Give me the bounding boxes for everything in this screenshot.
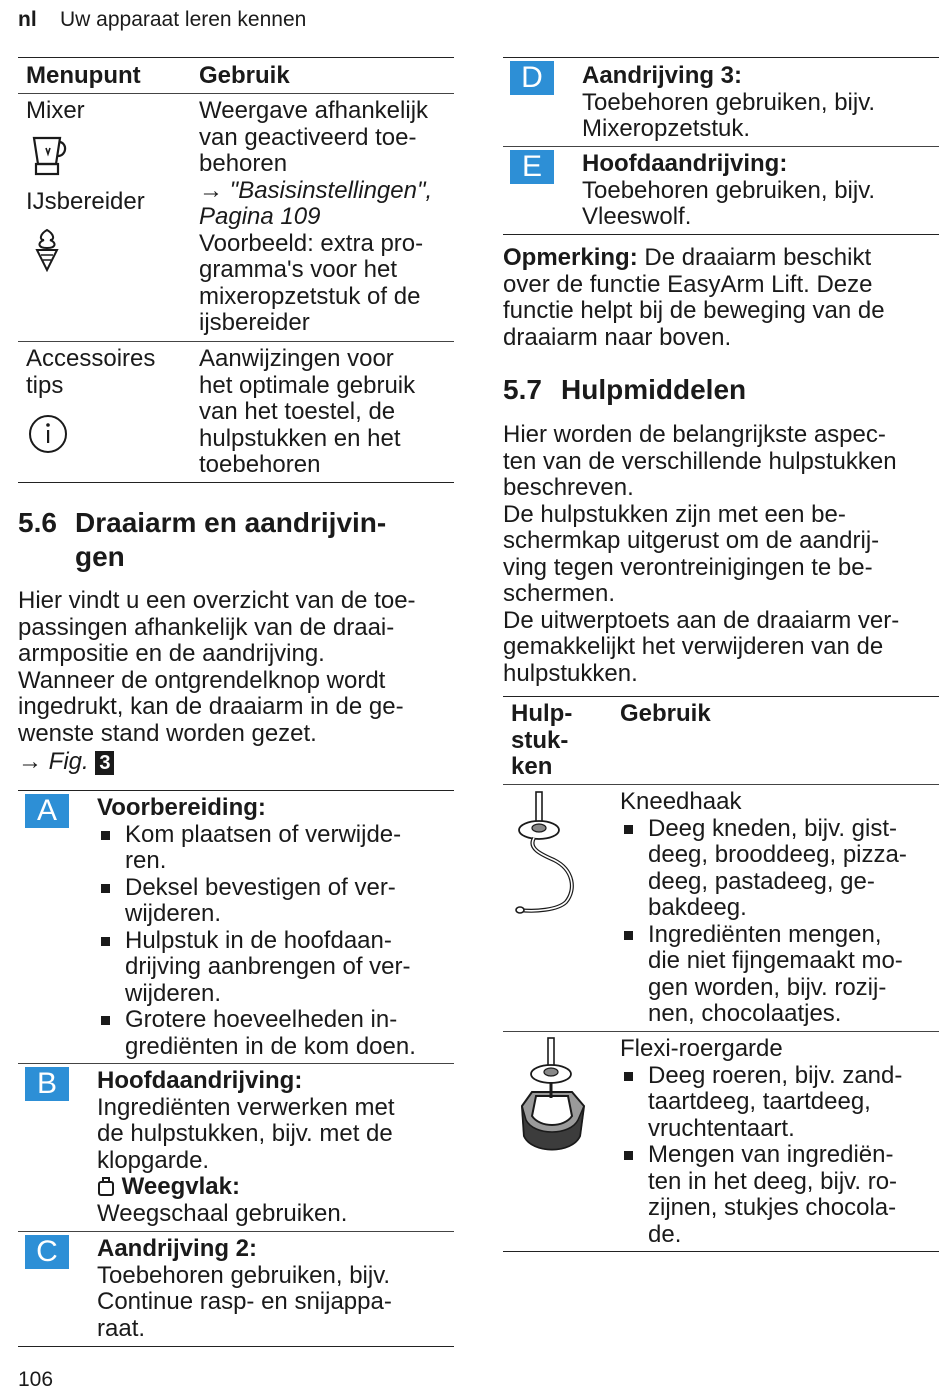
dough-hook-icon <box>510 790 582 918</box>
language-code: nl <box>18 8 37 31</box>
flexi-beater-icon <box>512 1036 592 1162</box>
page-ref[interactable]: Pagina 109 <box>199 203 321 230</box>
info-icon <box>28 414 68 454</box>
mixer-description: Weergave afhankelijk van geactiveerd toe- behoren → "Basisinstellingen", Pagina 109 Voorbeeld: extra pro- gramma's voor het mixeropzetstuk of de ijsbereider <box>199 98 454 337</box>
running-header: Uw apparaat leren kennen <box>60 8 307 31</box>
position-badge-e: E <box>510 150 554 184</box>
list-item: Hulpstuk in de hoofdaan- drijving aanbrengen of ver- wijderen. <box>97 928 454 1008</box>
section-5-6-body: Hier vindt u een overzicht van de toe- passingen afhankelijk van de draai- armpositie en de aandrijving. Wanneer de ontgrendelknop wordt ingedrukt, kan de draaiarm in de ge- wenste stand worden gezet. → Fig. 3 <box>18 588 454 776</box>
table-header-gebruik: Gebruik <box>199 62 290 89</box>
section-5-7-title: Hulpmiddelen <box>561 374 747 405</box>
position-a-content: Voorbereiding: Kom plaatsen of verwijde- ren. Deksel bevestigen of ver- wijderen. Hulpstuk in de hoofdaan- drijving aanbrengen of ver- wijderen. Grotere hoeveelheden in- grediënten in de kom doen. <box>97 795 454 1060</box>
position-badge-d: D <box>510 61 554 95</box>
figure-reference[interactable]: → Fig. 3 <box>18 749 454 776</box>
table-header-menupunt: Menupunt <box>26 62 141 89</box>
position-badge-c: C <box>25 1235 69 1269</box>
menu-item-mixer: Mixer <box>26 97 85 124</box>
flexi-roergarde-content <box>620 1036 938 1248</box>
position-badge-a: A <box>25 794 69 828</box>
blender-icon <box>28 134 68 178</box>
list-item: Grotere hoeveelheden in- grediënten in de kom doen. <box>97 1007 454 1060</box>
figure-number-badge: 3 <box>95 751 114 775</box>
table-header-hulpstukken: Hulp- stuk- ken <box>511 700 573 780</box>
page-number: 106 <box>18 1368 54 1391</box>
section-5-7-number: 5.7 <box>503 374 542 405</box>
list-item: Ingrediënten mengen, die niet fijngemaakt mo- gen worden, bijv. rozij- nen, chocolaatjes. <box>620 922 938 1028</box>
kneedhaak-content <box>620 789 938 1028</box>
list-item: Kom plaatsen of verwijde- ren. <box>97 822 454 875</box>
position-badge-b: B <box>25 1067 69 1101</box>
basisinstellingen-link[interactable]: → "Basisinstellingen", <box>199 176 433 204</box>
list-item: Deksel bevestigen of ver- wijderen. <box>97 875 454 928</box>
list-item: Deeg kneden, bijv. gist- deeg, brooddeeg, pizza- deeg, pastadeeg, ge- bakdeeg. <box>620 816 938 922</box>
table-top-rule <box>18 57 454 58</box>
position-d-content: Aandrijving 3: Toebehoren gebruiken, bijv. Mixeropzetstuk. <box>582 62 876 142</box>
scale-icon <box>97 1176 115 1196</box>
note-label: Opmerking: <box>503 244 638 271</box>
menu-item-accessoires: Accessoires tips <box>26 345 156 399</box>
accessoires-description: Aanwijzingen voor het optimale gebruik van het toestel, de hulpstukken en het toebehoren <box>199 345 416 478</box>
accessory-name: Kneedhaak <box>620 788 742 815</box>
table-header-gebruik-2: Gebruik <box>620 700 711 727</box>
position-c-content: Aandrijving 2: Toebehoren gebruiken, bijv. Continue rasp- en snijappa- raat. <box>97 1235 392 1342</box>
position-e-content: Hoofdaandrijving: Toebehoren gebruiken, bijv. Vleeswolf. <box>582 150 876 230</box>
position-b-content: Hoofdaandrijving: Ingrediënten verwerken met de hulpstukken, bijv. met de klopgarde. Weegvlak: Weegschaal gebruiken. <box>97 1067 395 1227</box>
list-item: Deeg roeren, bijv. zand- taartdeeg, taartdeeg, vruchtentaart. <box>620 1063 938 1143</box>
list-item: Mengen van ingrediën- ten in het deeg, bijv. ro- zijnen, stukjes chocola- de. <box>620 1142 938 1248</box>
ice-cream-icon <box>32 228 62 272</box>
section-5-7-body: Hier worden de belangrijkste aspec- ten van de verschillende hulpstukken beschreven. De hulpstukken zijn met een be- schermkap uitgerust om de aandrij- ving tegen verontreinigingen te be- schermen. De uitwerptoets aan de draaiarm ver- gemakkelijkt het verwijderen van de hulpstukken. <box>503 421 900 687</box>
accessory-name: Flexi-roergarde <box>620 1035 783 1062</box>
note-paragraph: Opmerking: De draaiarm beschikt over de functie EasyArm Lift. Deze functie helpt bij de beweging van de draaiarm naar boven. <box>503 244 885 351</box>
section-5-6-title: Draaiarm en aandrijvin- gen <box>75 507 387 572</box>
menu-item-ijsbereider: IJsbereider <box>26 188 145 215</box>
section-5-6-number: 5.6 <box>18 507 57 538</box>
